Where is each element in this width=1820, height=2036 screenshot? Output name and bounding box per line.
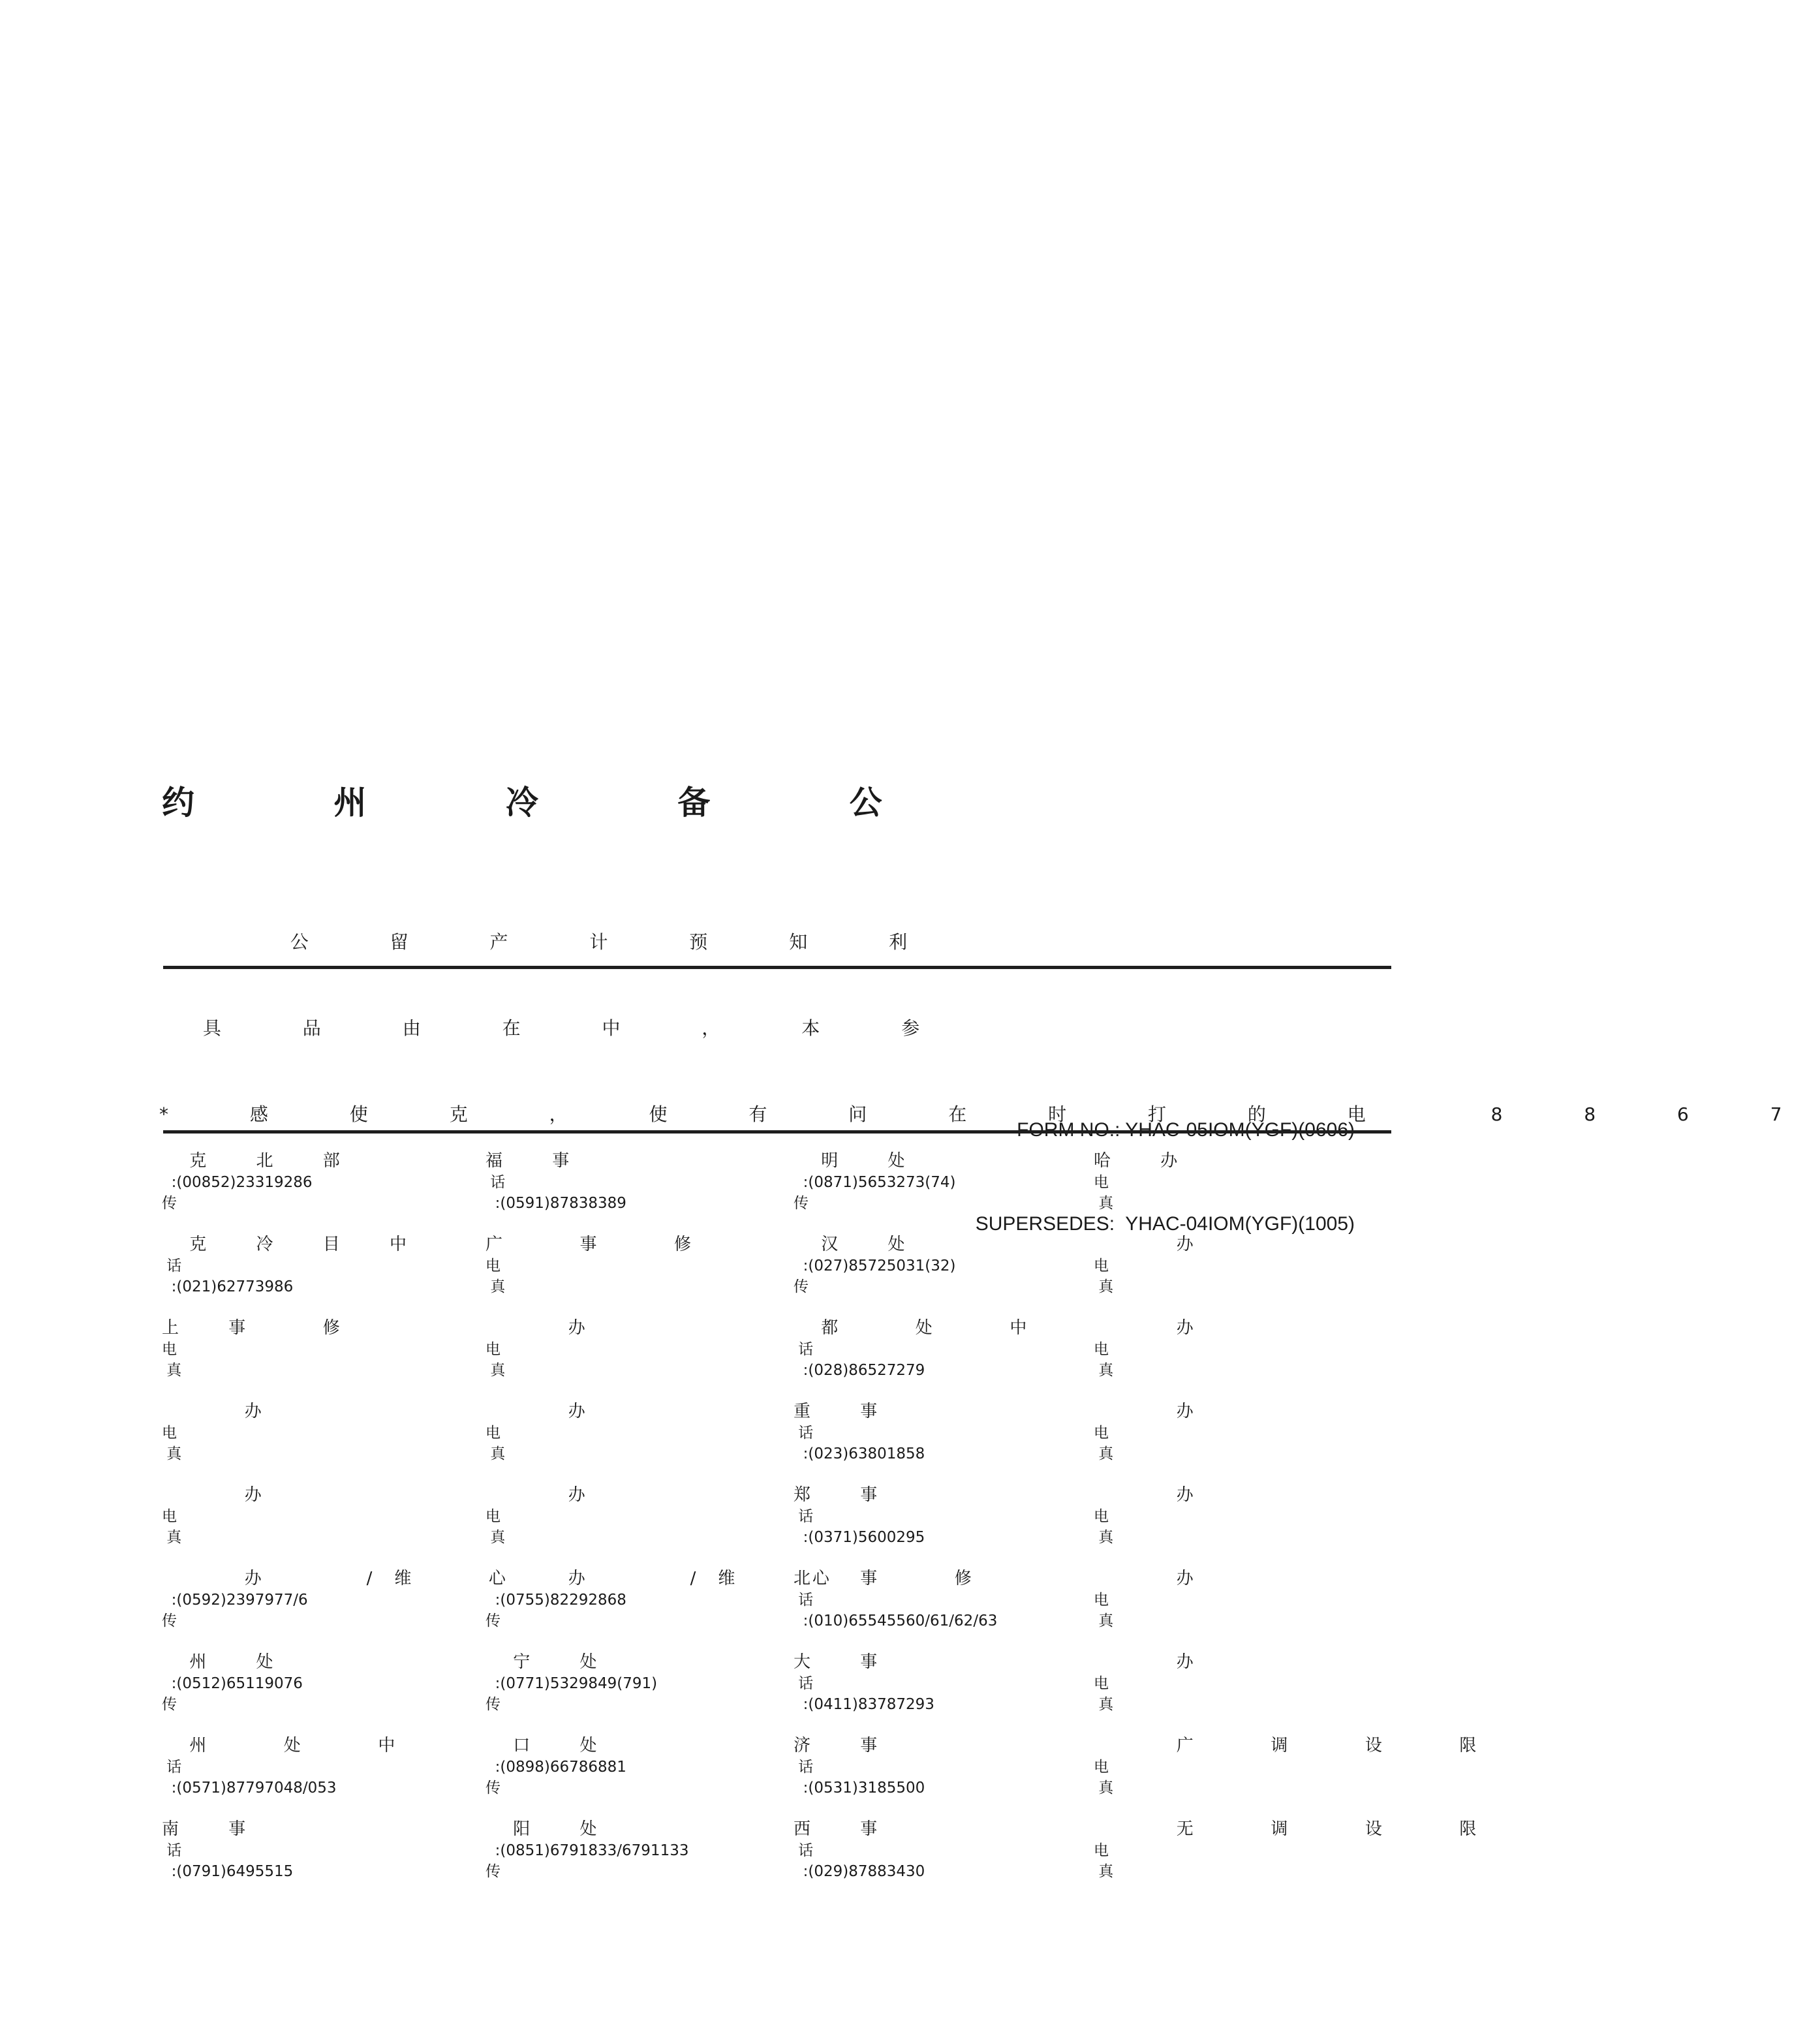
contact-line: 电 <box>162 1425 177 1442</box>
contact-line: :(0755)82292868 <box>486 1592 626 1609</box>
contact-line: :(0371)5600295 <box>794 1529 925 1546</box>
contact-line: 电 <box>486 1425 501 1442</box>
office-name: 哈 办 <box>1094 1151 1200 1171</box>
office-name: 南 事 <box>162 1819 268 1839</box>
office-name: 办 <box>1094 1318 1216 1338</box>
contact-line: 电 <box>1094 1842 1109 1859</box>
contact-line: 话 <box>794 1842 814 1859</box>
divider-rule <box>163 966 1391 969</box>
contact-line: 传 <box>486 1863 501 1880</box>
contact-line: 真 <box>1094 1612 1114 1629</box>
contact-line: 真 <box>1094 1362 1114 1379</box>
office-entry <box>794 1317 1094 1400</box>
contact-line: :(0531)3185500 <box>794 1780 925 1797</box>
contact-line: 传 <box>794 1278 809 1295</box>
contact-line: 电 <box>1094 1174 1109 1191</box>
office-name: 上 事 修 <box>162 1318 362 1338</box>
contact-line: :(0851)6791833/6791133 <box>486 1842 689 1859</box>
supersedes-number: SUPERSEDES: YHAC-04IOM(YGF)(1005) <box>975 1213 1355 1235</box>
office-name: 广 事 修 <box>486 1235 714 1254</box>
office-name: 州 处 中 <box>162 1736 418 1755</box>
contact-line: 真 <box>1094 1696 1114 1713</box>
contacts-column <box>1094 1150 1499 1902</box>
office-name: 广 调 设 限 <box>1094 1736 1499 1755</box>
office-entry <box>1094 1317 1394 1400</box>
office-entry <box>1094 1818 1499 1902</box>
office-name: 办 <box>1094 1652 1216 1672</box>
office-entry <box>486 1150 786 1233</box>
contact-line: :(010)65545560/61/62/63 <box>794 1612 998 1629</box>
office-entry <box>486 1317 786 1400</box>
contact-line: 电 <box>1094 1341 1109 1358</box>
office-name: 办 <box>1094 1569 1216 1588</box>
office-name: 北 事 修 <box>794 1569 994 1588</box>
office-name: 重 事 <box>794 1402 900 1421</box>
notice-line: 公 留 产 计 预 知 利 <box>159 931 946 953</box>
office-entry <box>162 1567 528 1651</box>
contact-line: 传 <box>486 1696 501 1713</box>
contact-line: 电 <box>1094 1675 1109 1692</box>
office-name: 西 事 <box>794 1819 900 1839</box>
divider-rule <box>163 1130 1391 1134</box>
contact-line: 电 <box>486 1341 501 1358</box>
office-name: 办 <box>1094 1402 1216 1421</box>
office-entry <box>162 1818 462 1902</box>
contact-line: 电 <box>1094 1592 1109 1609</box>
contact-line: 话 <box>794 1675 814 1692</box>
office-entry <box>486 1233 786 1317</box>
notice-line: * 感 使 克 ， 使 有 问 在 时 打 的 电 8 8 6 7 <box>159 1103 1820 1125</box>
contact-line: 真 <box>1094 1445 1114 1462</box>
office-entry <box>794 1818 1094 1902</box>
office-entry <box>486 1400 786 1484</box>
contact-line: 话 <box>794 1508 814 1525</box>
contact-line: 电 <box>486 1508 501 1525</box>
contact-line: 电 <box>1094 1759 1109 1776</box>
notice-line: 具 品 由 在 中 ， 本 参 <box>159 1017 958 1039</box>
contact-line: 真 <box>486 1445 506 1462</box>
office-entry <box>1094 1400 1394 1484</box>
contact-line: :(0571)87797048/053 <box>162 1780 337 1797</box>
office-name: 无 调 设 限 <box>1094 1819 1499 1839</box>
office-name: 济 事 <box>794 1736 900 1755</box>
contact-line: 话 <box>794 1341 814 1358</box>
contact-line: :(00852)23319286 <box>162 1174 313 1191</box>
office-entry <box>486 1818 786 1902</box>
contact-line: 真 <box>486 1529 506 1546</box>
contact-line: 话 <box>162 1257 182 1274</box>
contact-line: 话 <box>486 1174 506 1191</box>
contact-line: 真 <box>162 1529 182 1546</box>
office-name: 办 <box>486 1485 608 1505</box>
office-entry <box>1094 1484 1394 1567</box>
contact-line: :(023)63801858 <box>794 1445 925 1462</box>
contact-line: 话 <box>794 1592 814 1609</box>
office-entry <box>1094 1735 1499 1818</box>
office-name: 口 处 <box>486 1736 619 1755</box>
contact-line: :(0592)2397977/6 <box>162 1592 308 1609</box>
contact-line: 话 <box>794 1759 814 1776</box>
office-entry <box>1094 1150 1394 1233</box>
office-name: 克 冷 目 中 <box>162 1235 429 1254</box>
contact-line: :(0871)5653273(74) <box>794 1174 956 1191</box>
contact-line: 真 <box>486 1362 506 1379</box>
company-title: 约 州 冷 备 公 <box>162 784 946 822</box>
contact-line: 电 <box>162 1341 177 1358</box>
contact-line: 传 <box>162 1612 177 1629</box>
contact-line: :(0411)83787293 <box>794 1696 934 1713</box>
contact-line: 电 <box>1094 1425 1109 1442</box>
office-name: 办 <box>162 1402 284 1421</box>
contact-line: 真 <box>1094 1863 1114 1880</box>
office-name: 办 <box>162 1485 284 1505</box>
contact-line: :(027)85725031(32) <box>794 1257 956 1274</box>
contact-line: 真 <box>1094 1780 1114 1797</box>
office-entry <box>794 1735 1094 1818</box>
office-name: 郑 事 <box>794 1485 900 1505</box>
office-name: 州 处 <box>162 1652 296 1672</box>
contact-line: 真 <box>486 1278 506 1295</box>
office-entry <box>162 1735 462 1818</box>
contact-line: :(0591)87838389 <box>486 1195 626 1212</box>
contact-line: 真 <box>1094 1529 1114 1546</box>
contact-line: 电 <box>1094 1508 1109 1525</box>
office-entry <box>794 1567 1094 1651</box>
contact-line: :(0512)65119076 <box>162 1675 303 1692</box>
office-entry <box>486 1651 786 1735</box>
contact-line: 电 <box>486 1257 501 1274</box>
contact-line: 真 <box>162 1445 182 1462</box>
office-entry <box>162 1150 462 1233</box>
office-name: 汉 处 <box>794 1235 927 1254</box>
contacts-column <box>794 1150 1094 1902</box>
contact-line: 话 <box>794 1425 814 1442</box>
contact-line: 真 <box>1094 1195 1114 1212</box>
contact-line: 真 <box>1094 1278 1114 1295</box>
office-name: 克 北 部 <box>162 1151 362 1171</box>
office-entry <box>486 1735 786 1818</box>
office-entry <box>162 1233 462 1317</box>
office-entry <box>162 1317 462 1400</box>
office-entry <box>162 1651 462 1735</box>
office-entry <box>794 1651 1094 1735</box>
office-entry <box>1094 1651 1394 1735</box>
contact-line: :(0898)66786881 <box>486 1759 626 1776</box>
office-name: 明 处 <box>794 1151 927 1171</box>
office-name: 办 <box>486 1402 608 1421</box>
office-entry <box>794 1484 1094 1567</box>
office-contacts <box>0 1150 1517 1920</box>
contact-line: 传 <box>486 1780 501 1797</box>
contact-line: 电 <box>1094 1257 1109 1274</box>
office-name: 福 事 <box>486 1151 592 1171</box>
office-entry <box>1094 1567 1394 1651</box>
office-name: 大 事 <box>794 1652 900 1672</box>
office-entry <box>486 1484 786 1567</box>
contacts-column <box>162 1150 528 1902</box>
office-name: 办 /维 心 <box>162 1569 528 1588</box>
contact-line: :(028)86527279 <box>794 1362 925 1379</box>
contact-line: 电 <box>162 1508 177 1525</box>
office-entry <box>1094 1233 1394 1317</box>
office-name: 阳 处 <box>486 1819 619 1839</box>
contact-line: 传 <box>162 1195 177 1212</box>
office-entry <box>162 1400 462 1484</box>
office-entry <box>794 1150 1094 1233</box>
office-name: 办 <box>1094 1235 1216 1254</box>
contact-line: :(021)62773986 <box>162 1278 294 1295</box>
contact-line: 传 <box>794 1195 809 1212</box>
office-name: 宁 处 <box>486 1652 619 1672</box>
contact-line: 话 <box>162 1842 182 1859</box>
office-entry <box>794 1233 1094 1317</box>
contact-line: 传 <box>162 1696 177 1713</box>
office-name: 办 <box>1094 1485 1216 1505</box>
office-entry <box>486 1567 852 1651</box>
contact-line: 真 <box>162 1362 182 1379</box>
office-entry <box>162 1484 462 1567</box>
contact-line: :(0771)5329849(791) <box>486 1675 658 1692</box>
office-name: 办 <box>486 1318 608 1338</box>
contact-line: 传 <box>486 1612 501 1629</box>
contact-line: :(0791)6495515 <box>162 1863 294 1880</box>
office-name: 都 处 中 <box>794 1318 1049 1338</box>
office-entry <box>794 1400 1094 1484</box>
office-name: 办 /维 心 <box>486 1569 852 1588</box>
contact-line: 话 <box>162 1759 182 1776</box>
contact-line: :(029)87883430 <box>794 1863 925 1880</box>
